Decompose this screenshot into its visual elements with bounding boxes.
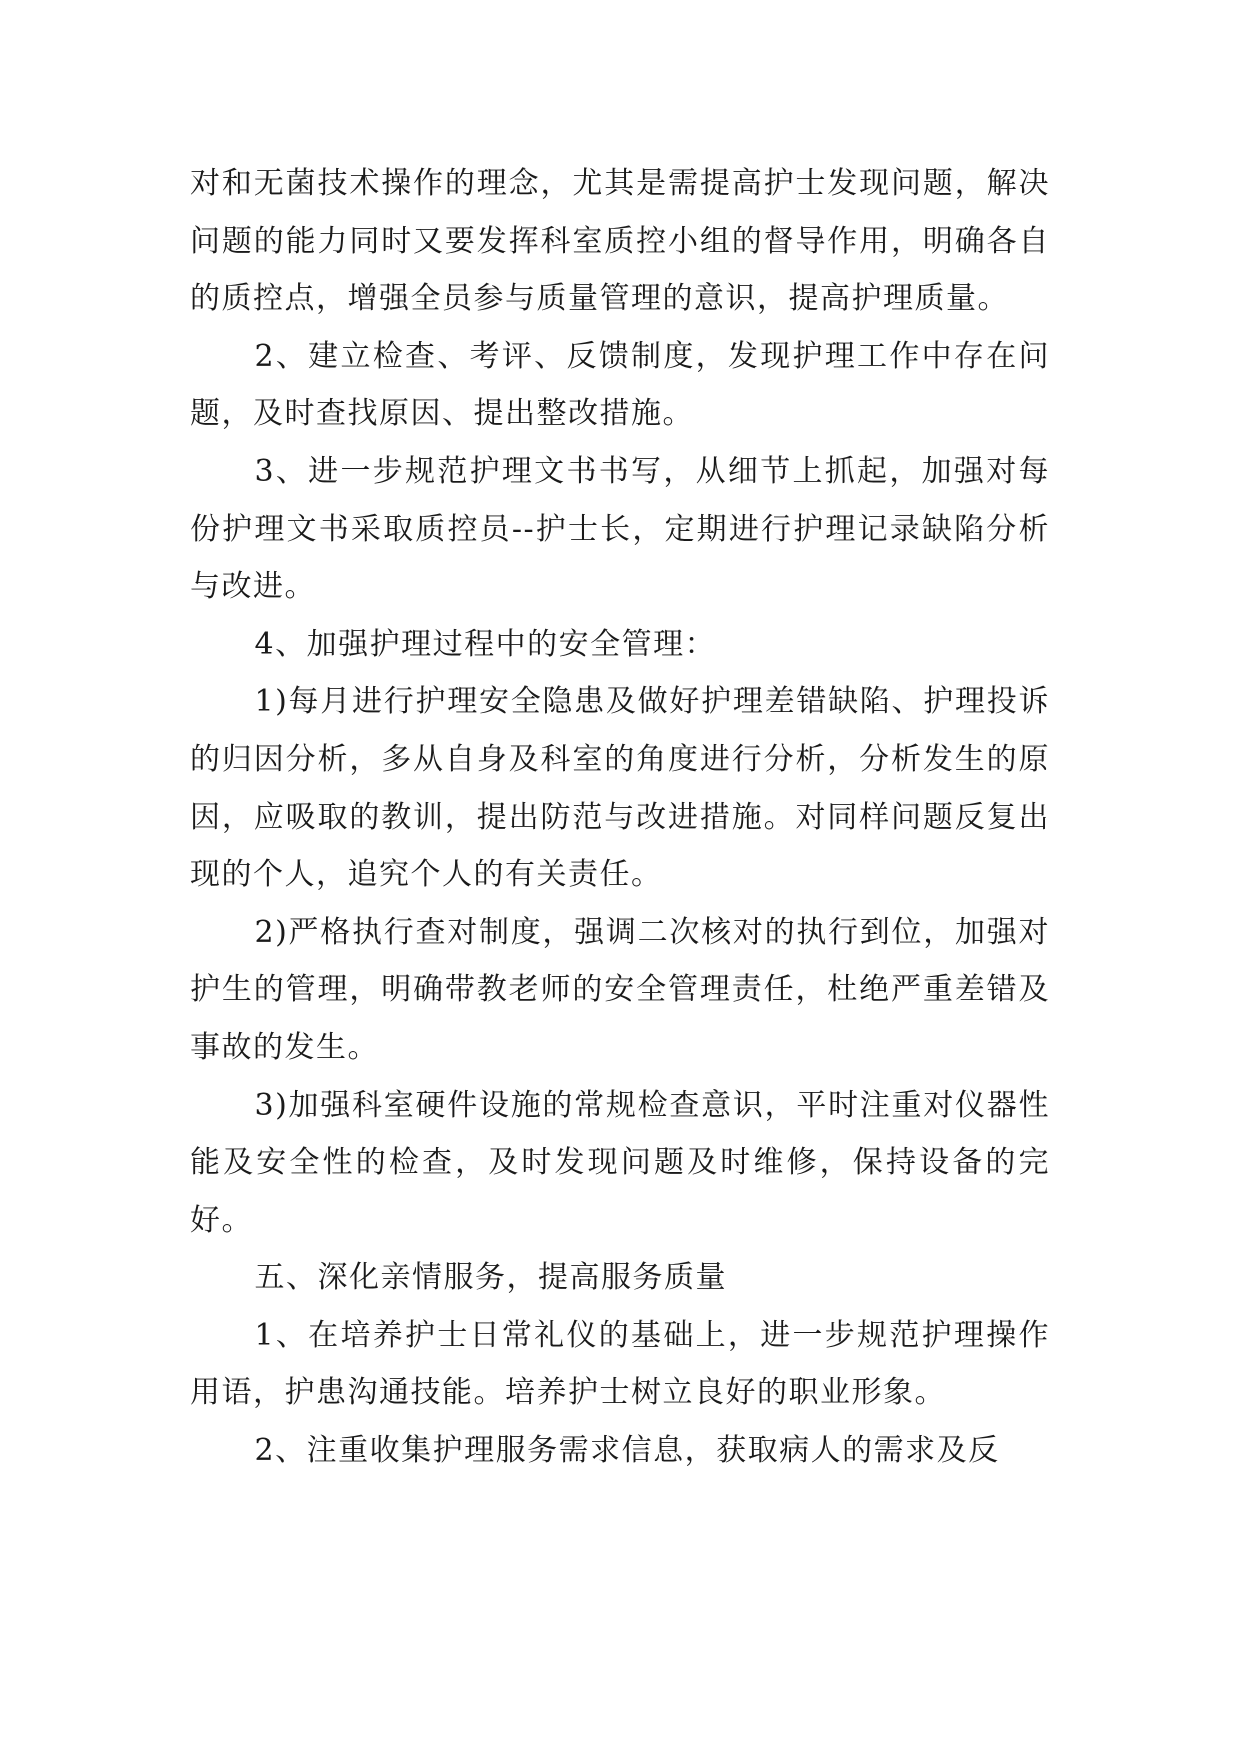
paragraph-item-2-inspection-feedback: 2、建立检查、考评、反馈制度，发现护理工作中存在问题，及时查找原因、提出整改措施。: [190, 338, 1050, 432]
paragraph-item-3-nursing-documents: 3、进一步规范护理文书书写，从细节上抓起，加强对每份护理文书采取质控员--护士长，定期进行护理记录缺陷分析与改进。: [190, 453, 1050, 605]
paragraph-subitem-3-equipment-inspection: 3)加强科室硬件设施的常规检查意识，平时注重对仪器性能及安全性的检查，及时发现问题及时维修，保持设备的完好。: [190, 1087, 1050, 1238]
paragraph-subitem-2-checking-system: 2)严格执行查对制度，强调二次核对的执行到位，加强对护生的管理，明确带教老师的安全管理责任，杜绝严重差错及事故的发生。: [190, 914, 1050, 1065]
paragraph-subitem-1-risk-analysis: 1)每月进行护理安全隐患及做好护理差错缺陷、护理投诉的归因分析，多从自身及科室的角度进行分析，分析发生的原因，应吸取的教训，提出防范与改进措施。对同样问题反复出现的个人，追究个人的有关责任。: [190, 684, 1050, 893]
section-heading-five-service-quality: 五、深化亲情服务，提高服务质量: [254, 1260, 727, 1296]
paragraph-item-1-etiquette: 1、在培养护士日常礼仪的基础上，进一步规范护理操作用语，护患沟通技能。培养护士树立良好的职业形象。: [190, 1317, 1050, 1411]
document-body: [190, 155, 1050, 1480]
paragraph-item-4-safety-management: 4、加强护理过程中的安全管理：: [254, 626, 717, 662]
paragraph-item-2-service-needs: 2、注重收集护理服务需求信息，获取病人的需求及反: [254, 1433, 1000, 1469]
paragraph-continued-quality-control: 对和无菌技术操作的理念，尤其是需提高护士发现问题，解决问题的能力同时又要发挥科室质控小组的督导作用，明确各自的质控点，增强全员参与质量管理的意识，提高护理质量。: [190, 166, 1050, 317]
